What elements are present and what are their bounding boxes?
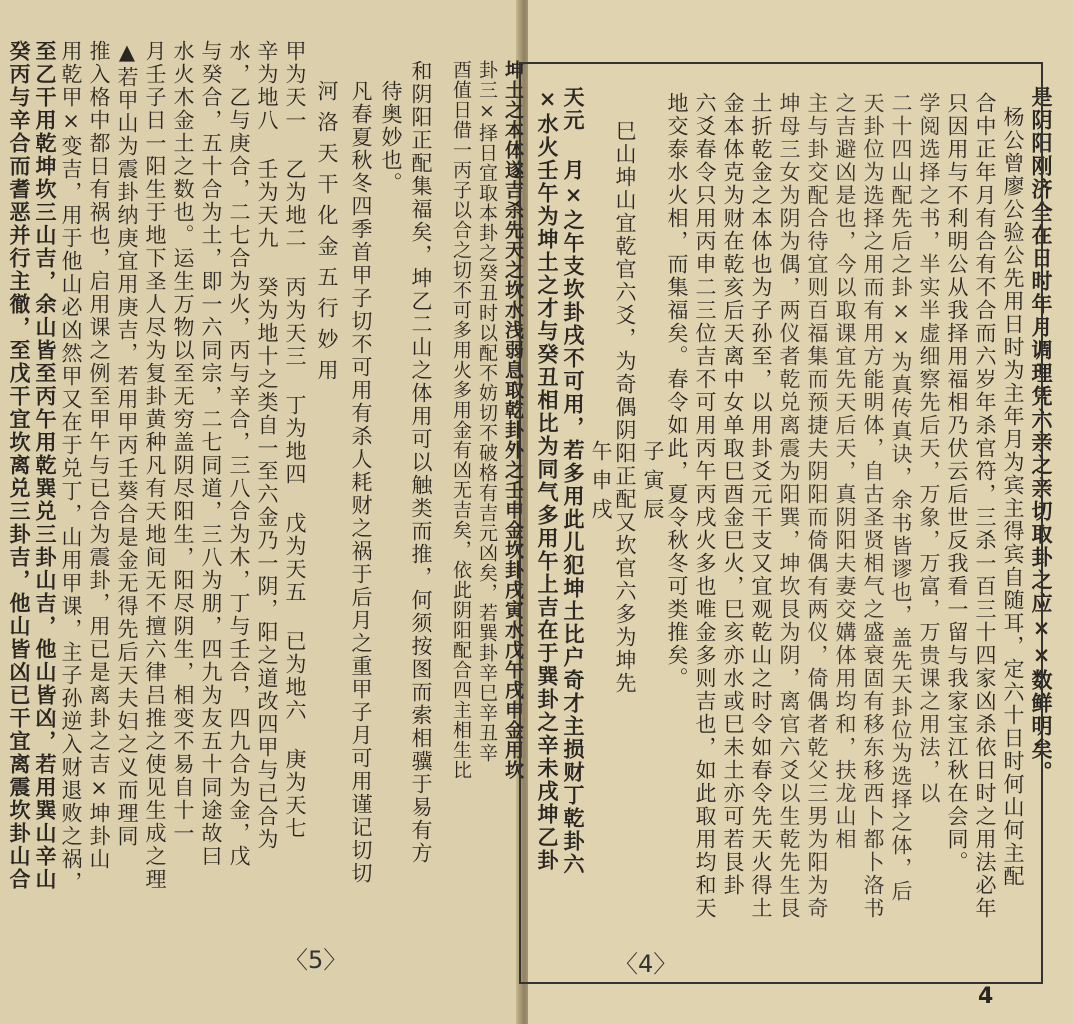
- section-title: 河洛天干化金五行妙用: [315, 80, 339, 390]
- text-column: 天元 月×之午支坎卦戌不可用，若多用此儿犯坤土比户奇才主损财丁乾卦六: [561, 86, 586, 876]
- text-column: 酉值日借一丙子以合之切不可多用火多用金有凶无吉矣，依此阴阳配合四主相生比: [450, 60, 472, 780]
- text-column: 待奥妙也。: [379, 80, 403, 195]
- left-page: [0, 0, 520, 1024]
- page-frame: [519, 62, 1043, 984]
- page-number: 〈4〉: [614, 950, 678, 978]
- text-column: 至乙干用乾坤坎三山吉，余山皆至丙午用乾巽兑三卦山吉，他山皆凶，若用巽山辛山: [33, 40, 58, 891]
- text-column: ▲若甲山为震卦纳庚宜用庚吉，若用甲丙壬葵合是金无得先后天夫妇之义而理同: [115, 40, 139, 848]
- text-column: 六爻春令只用丙申二三位吉不可用丙午丙戌火多也唯金多则吉也，如此取用均和天: [693, 92, 717, 920]
- text-column: 二十四山配先后之卦××为真传真诀，余书皆谬也，盖先天卦位为选择之体，后: [889, 92, 913, 903]
- text-column: 水火木金土之数也。运生万物以至无穷盖阴尽阳生，阳尽阴生，相变不易自十一: [171, 40, 195, 845]
- text-column: 主与卦交配合待宜则百福集而预捷夫阴阳而倚偶有两仪，倚偶者乾父三男为阳为奇: [805, 92, 829, 920]
- text-column: 和阴阳正配集福矣，坤乙二山之体用可以触类而推，何须按图而索相骥于易有方: [409, 60, 433, 865]
- text-column: 巳山坤山宜乾官六爻，为奇偶阴阳正配又坎官六多为坤先: [613, 120, 637, 695]
- text-column: 水，乙与庚合，二七合为火，丙与辛合，三八合为木，丁与壬合，四九合为金，戊: [227, 40, 251, 868]
- text-column: ×水火壬午为坤土之才与癸丑相比为同气多用午上吉在于巽卦之辛未戌坤乙卦: [535, 86, 560, 872]
- text-column: 天卦位为选择之用而有用方能明体，自古圣贤相气之盛衰固有移东移西卜都卜洛书: [861, 92, 885, 920]
- text-column: 用乾甲×变吉，用于他山必凶然甲又在于兑丁，山用甲课，主子孙逆入财退败之祸，: [59, 40, 83, 894]
- text-column: 只因用与不利明公从我择用福相乃伏云后世反我看一留与我家宝江秋在会同。: [945, 92, 969, 874]
- text-column: 土折乾金之本体也为子孙至，以用卦爻元干支又宜观乾山之时令如春令先天火得土: [749, 92, 773, 920]
- text-column: 坤母三女为阴为偶，两仪者乾兑离震为阳巽，坤坎艮为阴，离官六爻以生乾先生艮: [777, 92, 801, 920]
- text-column: 坤土之本体遂吉杀先天之坎水浅弱息取乾卦外之壬申金坎卦戌寅水戊午戌申金用坎: [502, 60, 524, 780]
- text-column: 辛为地八 壬为天九 癸为地十之类自一至六金乃一阴，阳之道改四甲与已合为: [255, 40, 279, 851]
- text-column: 推入格中都日有祸也，启用课之例至甲午与已合为震卦，用已是离卦之吉×坤卦山: [87, 40, 111, 871]
- text-column: 月壬子日一阳生于地下圣人尽为复卦黄种凡有天地间无不擅六律吕推之使见生成之理: [143, 40, 167, 891]
- text-column: 杨公曾廖公验公先用日时为主年月为宾主得宾自随耳，定六十日时何山何主配: [1001, 106, 1025, 888]
- text-column: 与癸合，五十合为土，即一六同宗，二七同道，三八为朋，四九为友五十同途故曰: [199, 40, 223, 868]
- text-column: 凡春夏秋冬四季首甲子切不可用有杀人耗财之祸于后月之重甲子月可用谨记切切: [349, 80, 373, 885]
- text-column: 之吉避凶是也，今以取课宜先天后天，真阴阳夫妻交媾体用均和，扶龙山相: [833, 92, 857, 851]
- text-column: 地交泰水火相，而集福矣。春令如此，夏令秋冬可类推矣。: [665, 92, 689, 690]
- text-column: 子寅辰: [641, 440, 665, 527]
- text-column: 合中正年月有合有不合而六岁年杀官符，三杀一百三十四家凶杀依日时之用法必年: [973, 92, 997, 920]
- text-column: 金本体克为财在乾亥后天离中女单取巳酉金巳火，巳亥亦水或巳未土亦可若艮卦: [721, 92, 745, 897]
- text-column: 学阅选择之书，半实半虚细察先后天，万象，万富，万贵课之用法，以: [917, 92, 941, 805]
- page-number: 〈5〉: [284, 946, 348, 974]
- text-column: 甲为天一 乙为地二 丙为天三 丁为地四 戊为天五 已为地六 庚为天七: [283, 40, 307, 840]
- text-column: 是阴阳刚济全在日时年月调理凭六亲之亲切取卦之应××数鲜明矣。: [1029, 86, 1054, 784]
- text-column: 午申戌: [589, 440, 613, 527]
- text-column: 卦三×择日宜取本卦之癸丑时以配不妨切不破格有吉元凶矣，若巽卦辛巳辛丑辛: [476, 60, 498, 763]
- text-column: 癸丙与辛合而耆恶并行主徹，至戊干宜坎离兑三卦吉，他山皆凶已干宜离震坎卦山合: [7, 40, 32, 891]
- corner-page-number: 4: [978, 984, 994, 1009]
